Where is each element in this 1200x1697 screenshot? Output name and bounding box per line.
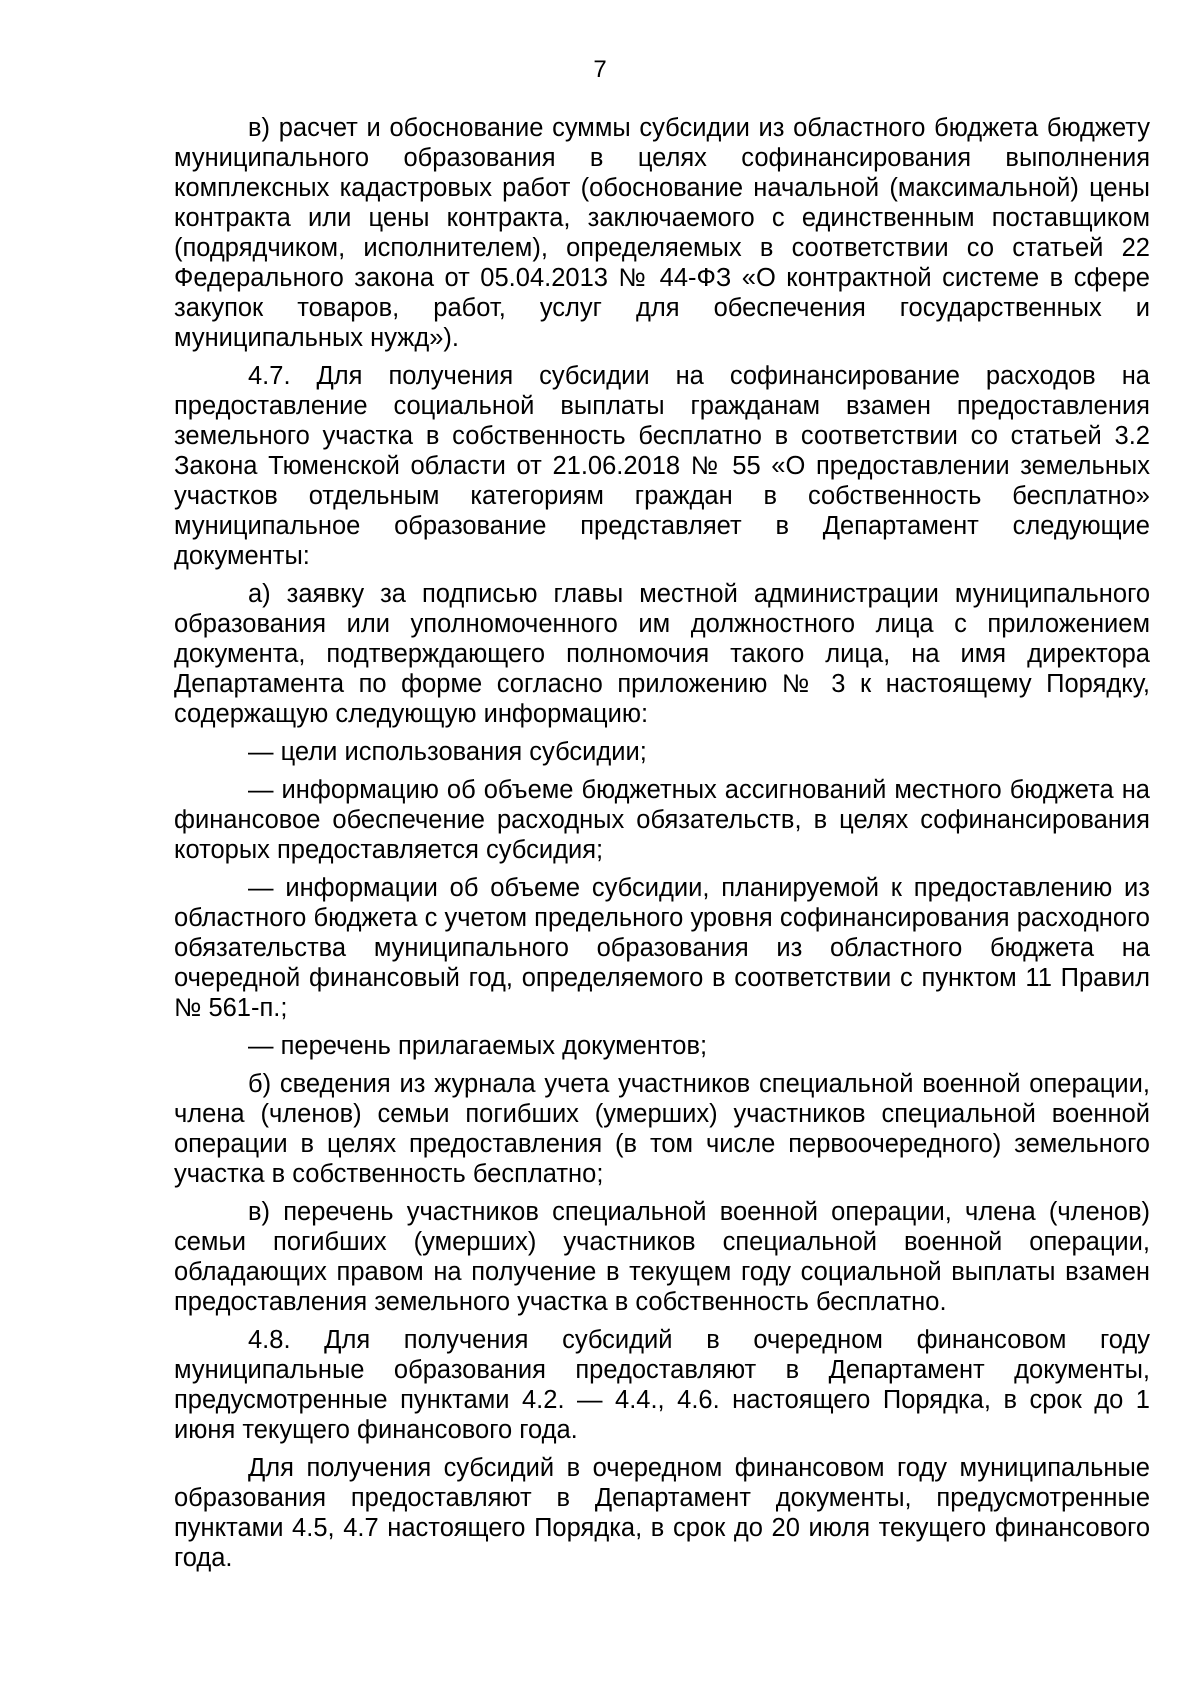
list-item-subsidy-volume: — информации об объеме субсидии, планируемой к предоставлению из областного бюджета с учетом предельного уровня софинансирования расходного обязательства муниципального образования из областного бюджета на очередной финансовый год, определяемого в соответствии с пунктом 11 Правил № 561-п.; — [174, 874, 1150, 1022]
document-body — [174, 113, 1150, 1581]
paragraph-calculation-justification: в) расчет и обоснование суммы субсидии из областного бюджета бюджету муниципального образования в целях софинансирования выполнения комплексных кадастровых работ (обоснование начальной (максимальной) цены контракта или цены контракта, заключаемого с единственным поставщиком (подрядчиком, исполнителем), определяемых в соответствии со статьей 22 Федерального закона от 05.04.2013 № 44-ФЗ «О контрактной системе в сфере закупок товаров, работ, услуг для обеспечения государственных и муниципальных нужд»). — [174, 114, 1150, 352]
paragraph-journal-information: б) сведения из журнала учета участников специальной военной операции, члена (членов) семьи погибших (умерших) участников специальной военной операции в целях предоставления (в том числе первоочередного) земельного участка в собственность бесплатно; — [174, 1070, 1150, 1188]
list-item-budget-allocations: — информацию об объеме бюджетных ассигнований местного бюджета на финансовое обеспечение расходных обязательств, в целях софинансирования которых предоставляется субсидия; — [174, 776, 1150, 864]
paragraph-4-7: 4.7. Для получения субсидии на софинансирование расходов на предоставление социальной выплаты гражданам взамен предоставления земельного участка в собственность бесплатно в соответствии со статьей 3.2 Закона Тюменской области от 21.06.2018 № 55 «О предоставлении земельных участков отдельным категориям граждан в собственность бесплатно» муниципальное образование представляет в Департамент следующие документы: — [174, 362, 1150, 570]
paragraph-deadline-july: Для получения субсидий в очередном финансовом году муниципальные образования предоставляют в Департамент документы, предусмотренные пунктами 4.5, 4.7 настоящего Порядка, в срок до 20 июля текущего финансового года. — [174, 1454, 1150, 1572]
paragraph-4-8: 4.8. Для получения субсидий в очередном финансовом году муниципальные образования предоставляют в Департамент документы, предусмотренные пунктами 4.2. — 4.4., 4.6. настоящего Порядка, в срок до 1 июня текущего финансового года. — [174, 1326, 1150, 1444]
paragraph-application: а) заявку за подписью главы местной администрации муниципального образования или уполномоченного им должностного лица с приложением документа, подтверждающего полномочия такого лица, на имя директора Департамента по форме согласно приложению № 3 к настоящему Порядку, содержащую следующую информацию: — [174, 580, 1150, 728]
paragraph-participants-list: в) перечень участников специальной военной операции, члена (членов) семьи погибших (умерших) участников специальной военной операции, обладающих правом на получение в текущем году социальной выплаты взамен предоставления земельного участка в собственность бесплатно. — [174, 1198, 1150, 1316]
page-number: 7 — [593, 56, 607, 83]
list-item-subsidy-purpose: — цели использования субсидии; — [248, 738, 647, 766]
list-item-attached-documents: — перечень прилагаемых документов; — [248, 1032, 708, 1060]
